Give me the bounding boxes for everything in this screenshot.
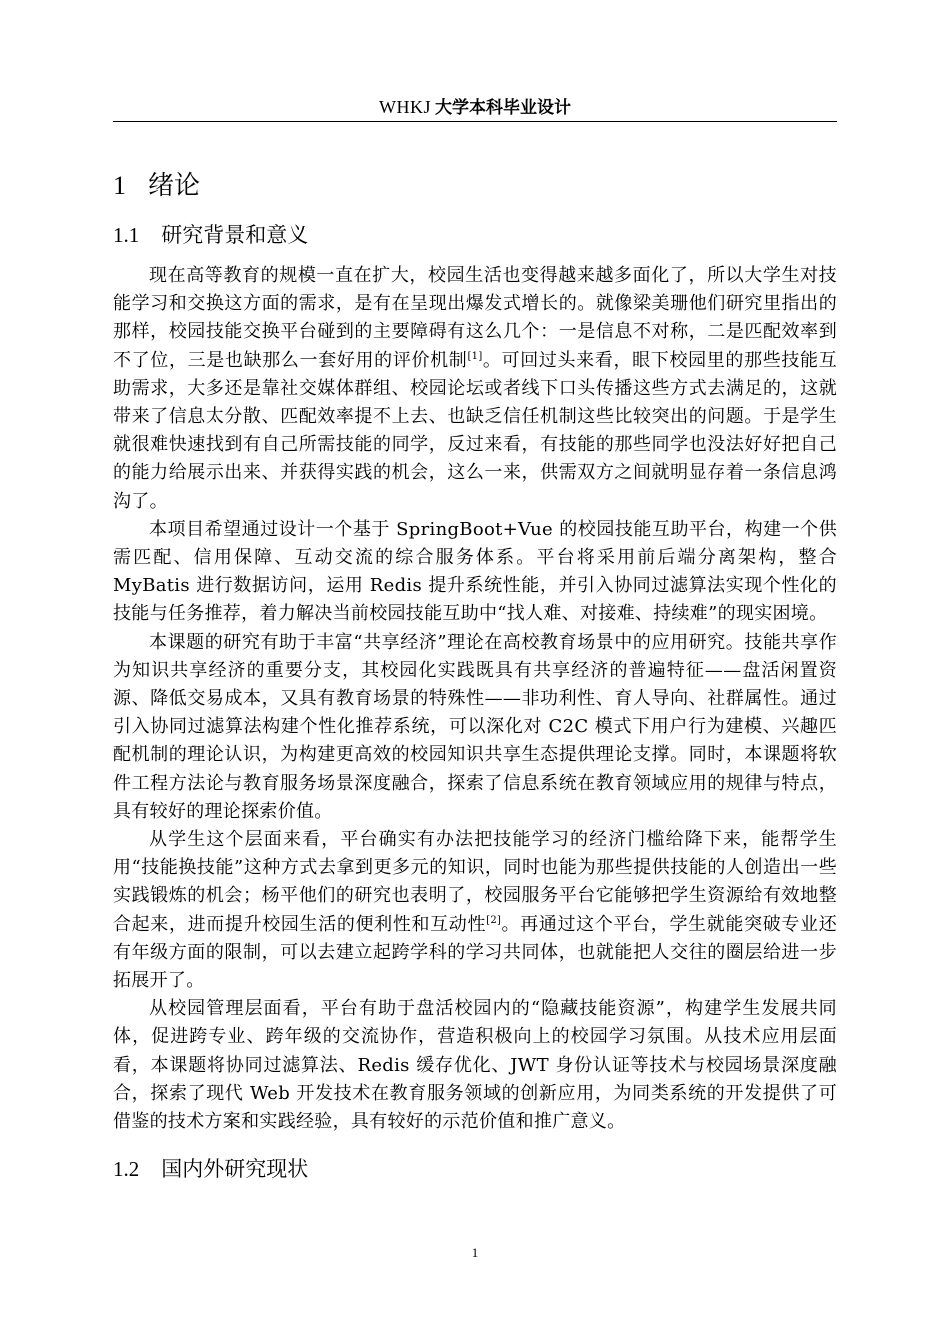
header-rule <box>113 121 837 122</box>
header-code: WHKJ <box>379 97 431 117</box>
chapter-title: 绪论 <box>148 171 201 201</box>
section-number: 1.1 <box>113 223 140 247</box>
section-number: 1.2 <box>113 1157 140 1181</box>
section-heading-1-1 <box>113 220 308 250</box>
paragraph: 本项目希望通过设计一个基于 SpringBoot+Vue 的校园技能互助平台，构建一个供需匹配、信用保障、互动交流的综合服务体系。平台将采用前后端分离架构，整合 MyBatis 进行数据访问，运用 Redis 提升系统性能，并引入协同过滤算法实现个性化的技能与任务推荐，着力解决当前校园技能互助中“找人难、对接难、持续难”的现实困境。 <box>113 518 837 625</box>
section-title: 研究背景和意义 <box>161 223 309 247</box>
chapter-number: 1 <box>113 171 126 200</box>
section-title: 国内外研究现状 <box>161 1157 309 1181</box>
chapter-heading <box>113 168 200 204</box>
page-header <box>113 94 837 120</box>
citation-ref: [1] <box>467 350 483 362</box>
paragraph: 现在高等教育的规模一直在扩大，校园生活也变得越来越多面化了，所以大学生对技能学习和交换这方面的需求，是有在呈现出爆发式增长的。就像梁美珊他们研究里指出的那样，校园技能交换平台碰到的主要障碍有这么几个：一是信息不对称，二是匹配效率到不了位，三是也缺那么一套好用的评价机制[1]。可回过头来看，眼下校园里的那些技能互助需求，大多还是靠社交媒体群组、校园论坛或者线下口头传播这些方式去满足的，这就带来了信息太分散、匹配效率提不上去、也缺乏信任机制这些比较突出的问题。于是学生就很难快速找到有自己所需技能的同学，反过来看，有技能的那些同学也没法好好把自己的能力给展示出来、并获得实践的机会，这么一来，供需双方之间就明显存着一条信息鸿沟了。 <box>113 265 838 512</box>
paragraph: 从校园管理层面看，平台有助于盘活校园内的“隐藏技能资源”，构建学生发展共同体，促进跨专业、跨年级的交流协作，营造积极向上的校园学习氛围。从技术应用层面看，本课题将协同过滤算法、Redis 缓存优化、JWT 身份认证等技术与校园场景深度融合，探索了现代 Web 开发技术在教育服务领域的创新应用，为同类系统的开发提供了可借鉴的技术方案和实践经验，具有较好的示范价值和推广意义。 <box>113 998 837 1133</box>
paragraph: 从学生这个层面来看，平台确实有办法把技能学习的经济门槛给降下来，能帮学生用“技能换技能”这种方式去拿到更多元的知识，同时也能为那些提供技能的人创造出一些实践锻炼的机会；杨平他们的研究也表明了，校园服务平台它能够把学生资源给有效地整合起来，进而提升校园生活的便利性和互动性[2]。再通过这个平台，学生就能突破专业还有年级方面的限制，可以去建立起跨学科的学习共同体，也就能把人交往的圈层给进一步拓展开了。 <box>113 829 838 992</box>
page-number: 1 <box>471 1245 479 1260</box>
header-title: 大学本科毕业设计 <box>435 98 571 118</box>
paragraph: 本课题的研究有助于丰富“共享经济”理论在高校教育场景中的应用研究。技能共享作为知识共享经济的重要分支，其校园化实践既具有共享经济的普遍特征——盘活闲置资源、降低交易成本，又具有教育场景的特殊性——非功利性、育人导向、社群属性。通过引入协同过滤算法构建个性化推荐系统，可以深化对 C2C 模式下用户行为建模、兴趣匹配机制的理论认识，为构建更高效的校园知识共享生态提供理论支撑。同时，本课题将软件工程方法论与教育服务场景深度融合，探索了信息系统在教育领域应用的规律与特点，具有较好的理论探索价值。 <box>113 631 837 822</box>
section-heading-1-2 <box>113 1154 308 1184</box>
citation-ref: [2] <box>486 914 502 926</box>
body-text <box>113 262 837 1136</box>
